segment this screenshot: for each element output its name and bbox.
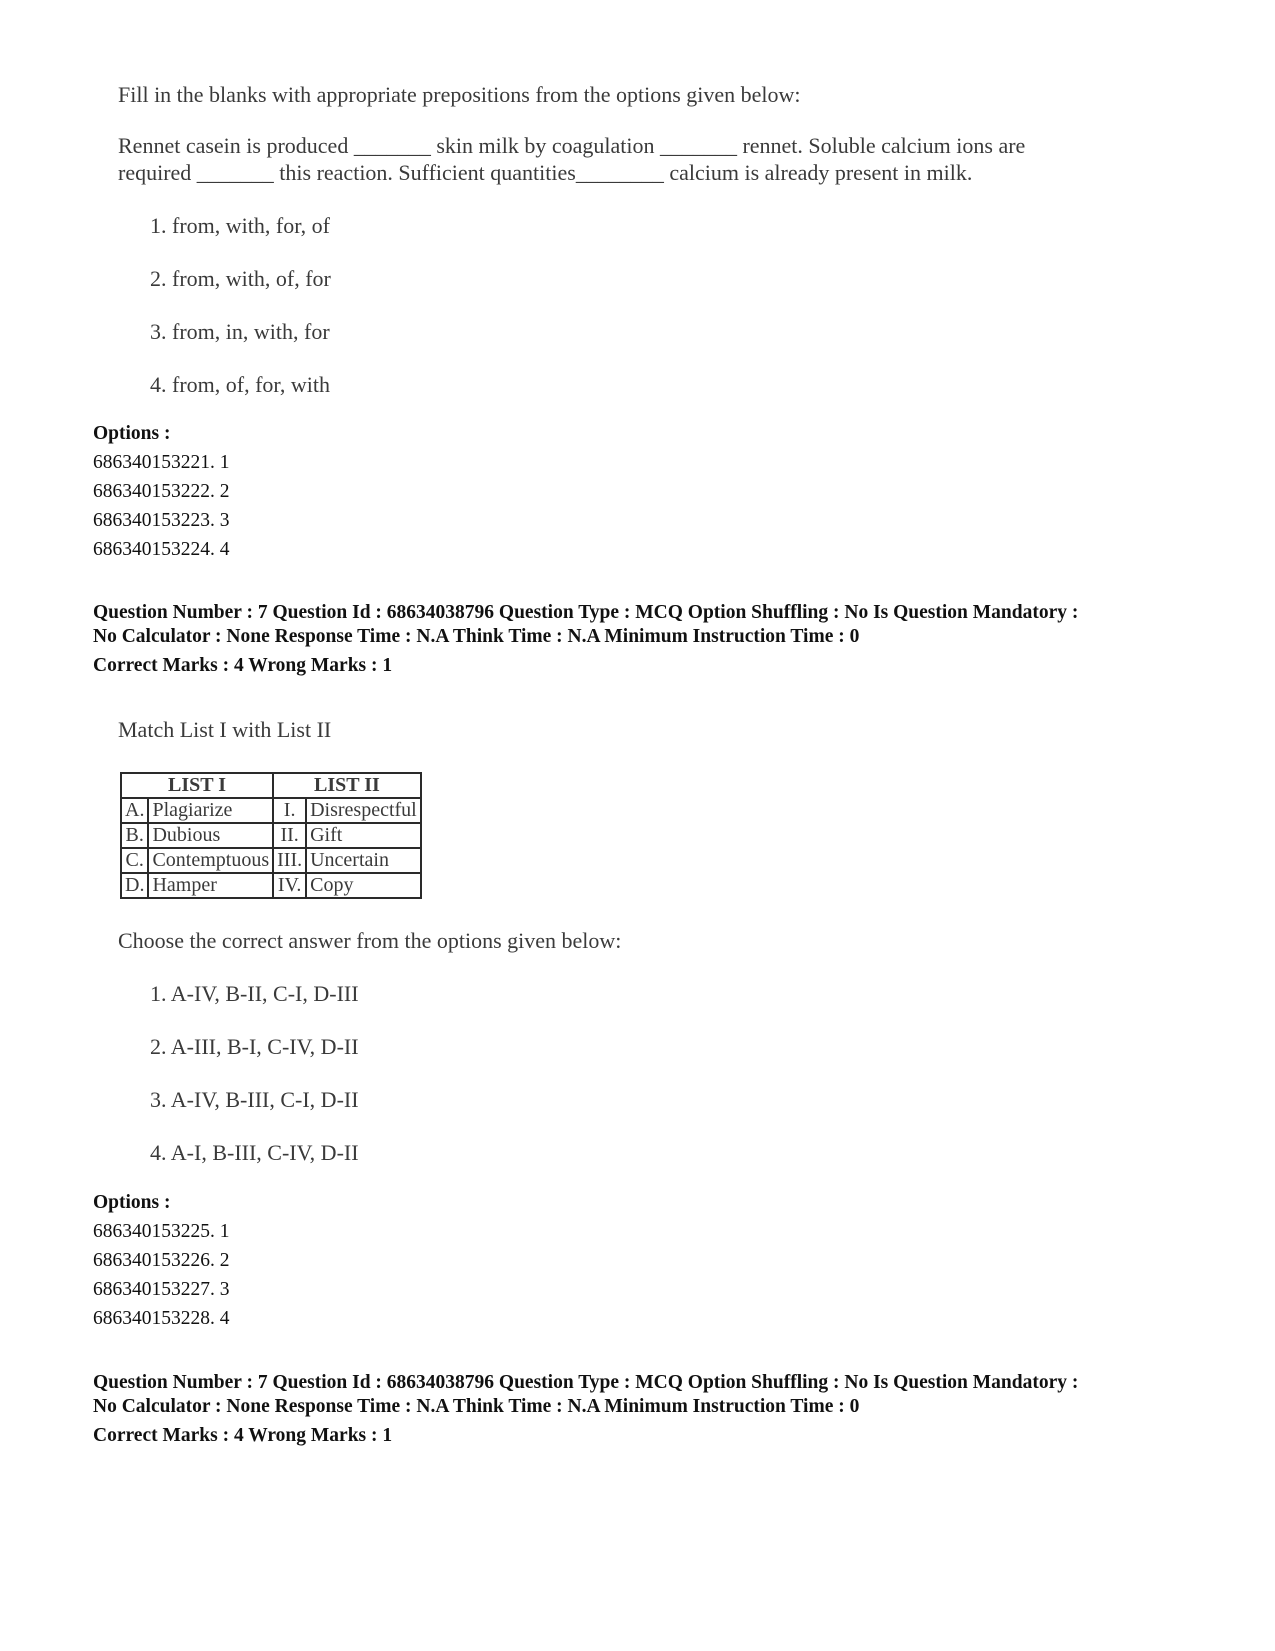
list-2-numeral: I. bbox=[273, 798, 306, 823]
q1-option-2: 686340153222. 2 bbox=[93, 481, 230, 502]
q1-choice-4: 4. from, of, for, with bbox=[150, 372, 330, 397]
table-row bbox=[121, 798, 421, 823]
list-2-item: Uncertain bbox=[306, 848, 421, 873]
list-2-item: Gift bbox=[306, 823, 421, 848]
list-1-letter: D. bbox=[121, 873, 148, 898]
q2-option-4: 686340153228. 4 bbox=[93, 1308, 230, 1329]
q2-prompt: Choose the correct answer from the options given below: bbox=[118, 928, 622, 953]
list-2-item: Disrespectful bbox=[306, 798, 421, 823]
list-1-letter: C. bbox=[121, 848, 148, 873]
q1-choice-3: 3. from, in, with, for bbox=[150, 319, 330, 344]
list-2-header: LIST II bbox=[273, 773, 421, 798]
list-1-item: Plagiarize bbox=[148, 798, 273, 823]
table-row bbox=[121, 873, 421, 898]
q2-choice-1: 1. A-IV, B-II, C-I, D-III bbox=[150, 981, 359, 1006]
q1-choice-2: 2. from, with, of, for bbox=[150, 266, 331, 291]
list-1-letter: B. bbox=[121, 823, 148, 848]
q2-option-1: 686340153225. 1 bbox=[93, 1221, 230, 1242]
q2-option-2: 686340153226. 2 bbox=[93, 1250, 230, 1271]
q2-instruction: Match List I with List II bbox=[118, 717, 332, 742]
q1-option-1: 686340153221. 1 bbox=[93, 452, 230, 473]
q3-meta-line-1: Question Number : 7 Question Id : 68634038796 Question Type : MCQ Option Shuffling : No Is Question Mandatory : bbox=[93, 1372, 1079, 1393]
q1-option-3: 686340153223. 3 bbox=[93, 510, 230, 531]
q1-options-label: Options : bbox=[93, 423, 171, 444]
q1-option-4: 686340153224. 4 bbox=[93, 539, 230, 560]
table-row bbox=[121, 848, 421, 873]
list-2-item: Copy bbox=[306, 873, 421, 898]
q2-choice-3: 3. A-IV, B-III, C-I, D-II bbox=[150, 1087, 359, 1112]
q2-meta-line-3: Correct Marks : 4 Wrong Marks : 1 bbox=[93, 655, 393, 676]
q3-meta-line-3: Correct Marks : 4 Wrong Marks : 1 bbox=[93, 1425, 393, 1446]
q2-choice-4: 4. A-I, B-III, C-IV, D-II bbox=[150, 1140, 359, 1165]
list-2-numeral: III. bbox=[273, 848, 306, 873]
list-1-header: LIST I bbox=[121, 773, 273, 798]
match-table bbox=[120, 772, 422, 899]
q1-instruction: Fill in the blanks with appropriate prepositions from the options given below: bbox=[118, 82, 801, 107]
q1-choice-1: 1. from, with, for, of bbox=[150, 213, 330, 238]
list-2-numeral: IV. bbox=[273, 873, 306, 898]
list-1-item: Hamper bbox=[148, 873, 273, 898]
q1-passage-line-1: Rennet casein is produced _______ skin milk by coagulation _______ rennet. Soluble calcium ions are bbox=[118, 133, 1026, 158]
list-1-item: Dubious bbox=[148, 823, 273, 848]
q2-meta-line-1: Question Number : 7 Question Id : 68634038796 Question Type : MCQ Option Shuffling : No Is Question Mandatory : bbox=[93, 602, 1079, 623]
q2-choice-2: 2. A-III, B-I, C-IV, D-II bbox=[150, 1034, 359, 1059]
q1-passage-line-2: required _______ this reaction. Sufficient quantities________ calcium is already present in milk. bbox=[118, 160, 973, 185]
table-row bbox=[121, 823, 421, 848]
q2-option-3: 686340153227. 3 bbox=[93, 1279, 230, 1300]
q2-meta-line-2: No Calculator : None Response Time : N.A Think Time : N.A Minimum Instruction Time : 0 bbox=[93, 626, 860, 647]
match-table-header-row bbox=[121, 773, 421, 798]
list-2-numeral: II. bbox=[273, 823, 306, 848]
q3-meta-line-2: No Calculator : None Response Time : N.A Think Time : N.A Minimum Instruction Time : 0 bbox=[93, 1396, 860, 1417]
list-1-item: Contemptuous bbox=[148, 848, 273, 873]
list-1-letter: A. bbox=[121, 798, 148, 823]
q2-options-label: Options : bbox=[93, 1192, 171, 1213]
